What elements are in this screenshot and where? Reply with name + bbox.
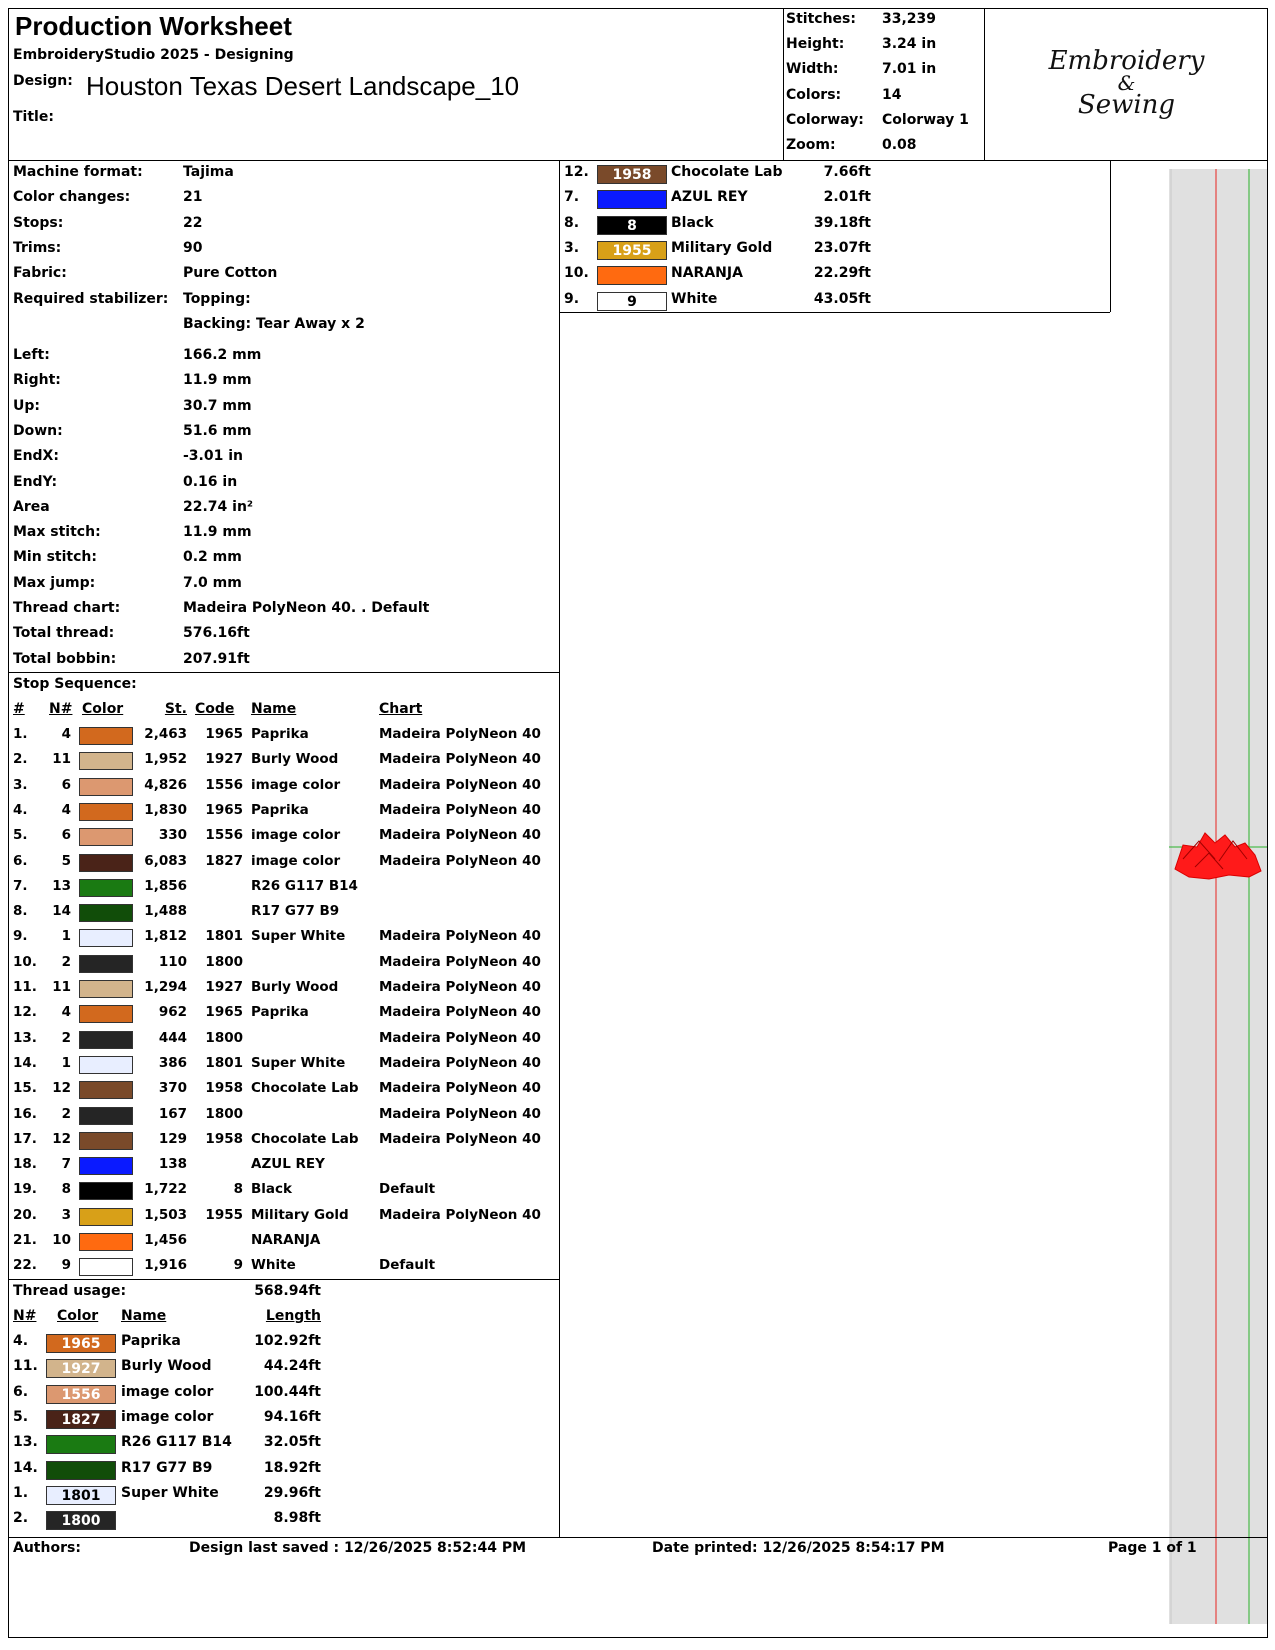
stop-code: 9 — [233, 1257, 243, 1274]
extent-value: 30.7 mm — [183, 397, 252, 414]
usage-name: R26 G117 B14 — [121, 1434, 232, 1451]
stop-color-swatch — [79, 1031, 133, 1049]
stop-number: 4. — [13, 801, 28, 818]
stop-chart: Madeira PolyNeon 40 — [379, 928, 541, 945]
extent-label: Total thread: — [13, 625, 115, 642]
usage-name: Military Gold — [671, 239, 773, 256]
extent-value: 7.0 mm — [183, 574, 242, 591]
stop-name: Chocolate Lab — [251, 1130, 359, 1147]
usage-name: NARANJA — [671, 265, 743, 282]
design-preview — [1169, 169, 1267, 1624]
stop-needle: 2 — [61, 1029, 71, 1046]
stop-stitches: 6,083 — [144, 852, 187, 869]
extent-label: Left: — [13, 347, 50, 363]
usage-length: 22.29ft — [813, 265, 871, 282]
usage-header-color: Color — [57, 1308, 99, 1324]
usage-name: Black — [671, 214, 714, 231]
stop-stitches: 1,488 — [144, 903, 187, 920]
stop-needle: 11 — [52, 979, 71, 995]
usage-length: 18.92ft — [263, 1459, 321, 1476]
extent-label: Up: — [13, 397, 40, 414]
title-label: Title: — [13, 109, 54, 125]
stop-sequence-title: Stop Sequence: — [13, 676, 137, 692]
extent-value: 51.6 mm — [183, 422, 252, 439]
stop-chart: Madeira PolyNeon 40 — [379, 801, 541, 818]
extent-value: 166.2 mm — [183, 347, 262, 363]
stop-number: 11. — [13, 979, 37, 995]
stop-needle: 11 — [52, 751, 71, 768]
stop-stitches: 1,952 — [144, 751, 187, 768]
usage-needle: 3. — [564, 239, 580, 256]
stop-name: NARANJA — [251, 1232, 321, 1248]
stop-chart: Madeira PolyNeon 40 — [379, 776, 541, 793]
extent-value: 11.9 mm — [183, 372, 252, 389]
spec-value: Tajima — [183, 164, 234, 180]
stop-name: image color — [251, 776, 341, 793]
stop-chart: Madeira PolyNeon 40 — [379, 1206, 541, 1223]
stop-code: 1965 — [205, 1004, 243, 1021]
stop-needle: 8 — [61, 1181, 71, 1198]
stop-number: 1. — [13, 726, 28, 742]
footer-page-number: Page 1 of 1 — [1108, 1540, 1197, 1556]
stop-chart: Madeira PolyNeon 40 — [379, 1029, 541, 1046]
stop-color-swatch — [79, 1208, 133, 1226]
stop-needle: 7 — [61, 1156, 71, 1173]
stop-stitches: 138 — [158, 1156, 187, 1173]
usage-needle: 2. — [13, 1510, 29, 1527]
stop-number: 6. — [13, 852, 28, 869]
stop-needle: 1 — [61, 928, 71, 945]
stop-stitches: 4,826 — [144, 776, 187, 793]
stop-needle: 4 — [61, 726, 71, 742]
usage-name: image color — [121, 1383, 214, 1400]
stop-number: 19. — [13, 1181, 37, 1198]
spec-value: 21 — [183, 189, 203, 206]
usage-length: 23.07ft — [813, 239, 871, 256]
usage-needle: 12. — [564, 164, 589, 180]
usage-needle: 9. — [564, 290, 580, 307]
spec-label: Fabric: — [13, 265, 67, 282]
stop-number: 20. — [13, 1206, 37, 1223]
stop-number: 18. — [13, 1156, 37, 1173]
usage-color-swatch: 1927 — [46, 1359, 116, 1378]
stop-stitches: 1,722 — [144, 1181, 187, 1198]
stop-needle: 2 — [61, 1105, 71, 1122]
stop-needle: 12 — [52, 1130, 71, 1147]
stop-chart: Madeira PolyNeon 40 — [379, 1105, 541, 1122]
usage-length: 7.66ft — [823, 164, 871, 180]
extent-label: Area — [13, 498, 50, 515]
footer-date-printed: Date printed: 12/26/2025 8:54:17 PM — [652, 1540, 945, 1556]
usage-color-swatch: 9 — [597, 292, 667, 311]
usage-needle: 13. — [13, 1434, 38, 1451]
usage-length: 102.92ft — [254, 1333, 321, 1349]
stop-color-swatch — [79, 1056, 133, 1074]
extent-label: Total bobbin: — [13, 650, 117, 667]
stop-stitches: 1,503 — [144, 1206, 187, 1223]
stop-color-swatch — [79, 879, 133, 897]
stop-stitches: 1,830 — [144, 801, 187, 818]
usage-name: AZUL REY — [671, 189, 748, 206]
usage-color-swatch: 1556 — [46, 1385, 116, 1404]
col-header-name: Name — [251, 701, 297, 717]
usage-name: Burly Wood — [121, 1358, 212, 1375]
spec-value: 22 — [183, 214, 203, 231]
extent-value: 576.16ft — [183, 625, 250, 642]
usage-length: 100.44ft — [254, 1383, 321, 1400]
stop-stitches: 962 — [158, 1004, 187, 1021]
stop-color-swatch — [79, 1107, 133, 1125]
preview-svg — [1169, 169, 1267, 1624]
summary-label: Colors: — [786, 86, 842, 103]
extent-label: EndX: — [13, 448, 59, 465]
stop-chart: Madeira PolyNeon 40 — [379, 852, 541, 869]
stop-name: Super White — [251, 928, 346, 945]
footer-last-saved: Design last saved : 12/26/2025 8:52:44 PM — [189, 1540, 527, 1556]
summary-value: 33,239 — [882, 11, 937, 27]
usage-needle: 14. — [13, 1459, 38, 1476]
stop-number: 2. — [13, 751, 28, 768]
stop-stitches: 1,916 — [144, 1257, 187, 1274]
stop-name: image color — [251, 852, 341, 869]
stop-name: R26 G117 B14 — [251, 877, 358, 894]
stop-chart: Madeira PolyNeon 40 — [379, 953, 541, 970]
usage-length: 44.24ft — [263, 1358, 321, 1375]
summary-value: Colorway 1 — [882, 111, 969, 128]
stop-name: Paprika — [251, 801, 309, 818]
stop-needle: 13 — [52, 877, 71, 894]
summary-label: Width: — [786, 61, 839, 78]
stop-stitches: 1,456 — [144, 1232, 187, 1248]
spec-value: Pure Cotton — [183, 265, 278, 282]
stop-needle: 9 — [61, 1257, 71, 1274]
stop-number: 8. — [13, 903, 28, 920]
stop-color-swatch — [79, 1182, 133, 1200]
usage-length: 94.16ft — [263, 1408, 321, 1425]
usage-color-swatch — [46, 1435, 116, 1454]
stop-name: Super White — [251, 1054, 346, 1071]
stop-code: 1958 — [205, 1130, 243, 1147]
stop-color-swatch — [79, 1233, 133, 1251]
usage-needle: 4. — [13, 1333, 29, 1349]
stop-code: 1556 — [205, 827, 243, 844]
spec-value: Backing: Tear Away x 2 — [183, 315, 365, 332]
usage-name: Paprika — [121, 1333, 181, 1349]
extent-value: 207.91ft — [183, 650, 250, 667]
usage-name: image color — [121, 1408, 214, 1425]
extent-value: 11.9 mm — [183, 524, 252, 541]
stop-stitches: 1,812 — [144, 928, 187, 945]
stop-name: Burly Wood — [251, 979, 339, 995]
usage-name: Chocolate Lab — [671, 164, 783, 180]
usage-color-swatch: 8 — [597, 216, 667, 235]
extent-label: Right: — [13, 372, 61, 389]
stop-stitches: 444 — [158, 1029, 187, 1046]
stop-color-swatch — [79, 828, 133, 846]
stop-name: Burly Wood — [251, 751, 339, 768]
stop-name: Chocolate Lab — [251, 1080, 359, 1097]
stop-needle: 6 — [61, 776, 71, 793]
thread-usage-title: Thread usage: — [13, 1283, 127, 1299]
stop-stitches: 1,294 — [144, 979, 187, 995]
design-name: Houston Texas Desert Landscape_10 — [86, 71, 520, 101]
extent-label: EndY: — [13, 473, 58, 490]
usage-color-swatch: 1965 — [46, 1334, 116, 1353]
stop-code: 1800 — [205, 1029, 243, 1046]
stop-chart: Madeira PolyNeon 40 — [379, 1004, 541, 1021]
usage-length: 2.01ft — [823, 189, 871, 206]
usage-length: 8.98ft — [273, 1510, 321, 1527]
summary-value: 0.08 — [882, 137, 917, 153]
usage-color-swatch: 1955 — [597, 241, 667, 260]
extent-value: -3.01 in — [183, 448, 243, 465]
stop-color-swatch — [79, 929, 133, 947]
extent-label: Thread chart: — [13, 600, 121, 616]
summary-value: 14 — [882, 86, 902, 103]
stop-number: 15. — [13, 1080, 37, 1097]
stop-name: Paprika — [251, 1004, 309, 1021]
stop-code: 1958 — [205, 1080, 243, 1097]
spec-value: 90 — [183, 239, 203, 256]
stop-number: 7. — [13, 877, 28, 894]
stop-stitches: 1,856 — [144, 877, 187, 894]
usage-header-needle: N# — [13, 1308, 37, 1324]
logo: Embroidery & Sewing — [1048, 46, 1205, 120]
footer-authors: Authors: — [13, 1540, 81, 1556]
preview-background — [1169, 169, 1267, 1624]
usage-length: 43.05ft — [813, 290, 871, 307]
spec-value: Topping: — [183, 290, 251, 307]
summary-label: Colorway: — [786, 111, 864, 128]
usage-needle: 5. — [13, 1408, 29, 1425]
stop-number: 5. — [13, 827, 28, 844]
extent-label: Min stitch: — [13, 549, 97, 566]
spec-label: Trims: — [13, 239, 62, 256]
stop-color-swatch — [79, 752, 133, 770]
usage-color-swatch — [597, 266, 667, 285]
stop-name: AZUL REY — [251, 1156, 325, 1173]
spec-label: Machine format: — [13, 164, 143, 180]
stop-code: 1965 — [205, 801, 243, 818]
stop-name: Military Gold — [251, 1206, 349, 1223]
spec-label: Required stabilizer: — [13, 290, 169, 307]
page-title: Production Worksheet — [15, 11, 292, 41]
summary-label: Height: — [786, 36, 845, 53]
stop-number: 16. — [13, 1105, 37, 1122]
usage-color-swatch: 1801 — [46, 1486, 116, 1505]
stop-chart: Madeira PolyNeon 40 — [379, 1080, 541, 1097]
extent-value: 0.2 mm — [183, 549, 242, 566]
stop-name: R17 G77 B9 — [251, 903, 340, 920]
usage-length: 39.18ft — [813, 214, 871, 231]
stop-needle: 10 — [52, 1232, 71, 1248]
usage-color-swatch — [46, 1461, 116, 1480]
stop-chart: Default — [379, 1181, 436, 1198]
spec-label: Stops: — [13, 214, 64, 231]
col-header-stitches: St. — [164, 701, 187, 717]
software-subtitle: EmbroideryStudio 2025 - Designing — [13, 47, 294, 63]
stop-color-swatch — [79, 727, 133, 745]
stop-code: 1955 — [205, 1206, 243, 1223]
usage-name: White — [671, 290, 718, 307]
stop-chart: Madeira PolyNeon 40 — [379, 1130, 541, 1147]
stop-number: 13. — [13, 1029, 37, 1046]
stop-stitches: 386 — [158, 1054, 187, 1071]
summary-value: 7.01 in — [882, 61, 937, 78]
stop-stitches: 110 — [158, 953, 187, 970]
extent-label: Max jump: — [13, 574, 96, 591]
col-header-color: Color — [82, 701, 124, 717]
spec-label: Color changes: — [13, 189, 131, 206]
usage-needle: 10. — [564, 265, 589, 282]
stop-number: 9. — [13, 928, 28, 945]
stop-needle: 6 — [61, 827, 71, 844]
summary-value: 3.24 in — [882, 36, 937, 53]
stop-color-swatch — [79, 1005, 133, 1023]
stop-code: 1801 — [205, 928, 243, 945]
stop-number: 21. — [13, 1232, 37, 1248]
stop-color-swatch — [79, 854, 133, 872]
usage-name: Super White — [121, 1484, 219, 1501]
stop-chart: Default — [379, 1257, 436, 1274]
stop-chart: Madeira PolyNeon 40 — [379, 1054, 541, 1071]
usage-color-swatch: 1800 — [46, 1511, 116, 1530]
stop-needle: 5 — [61, 852, 71, 869]
stop-name: Black — [251, 1181, 293, 1198]
stop-needle: 4 — [61, 1004, 71, 1021]
stop-stitches: 129 — [158, 1130, 187, 1147]
stop-code: 1827 — [205, 852, 243, 869]
stop-color-swatch — [79, 803, 133, 821]
stop-color-swatch — [79, 778, 133, 796]
usage-color-swatch: 1958 — [597, 165, 667, 184]
usage-needle: 6. — [13, 1383, 29, 1400]
usage-color-swatch: 1827 — [46, 1410, 116, 1429]
col-header-needle: N# — [49, 701, 73, 717]
stop-color-swatch — [79, 980, 133, 998]
usage-header-length: Length — [265, 1308, 321, 1324]
stop-chart: Madeira PolyNeon 40 — [379, 827, 541, 844]
stop-number: 10. — [13, 953, 37, 970]
stop-name: Paprika — [251, 726, 309, 742]
usage-name: R17 G77 B9 — [121, 1459, 213, 1476]
stop-name: White — [251, 1257, 296, 1274]
stop-code: 1927 — [205, 751, 243, 768]
stop-needle: 3 — [61, 1206, 71, 1223]
stop-stitches: 167 — [158, 1105, 187, 1122]
production-worksheet — [8, 8, 1268, 1638]
stop-name: image color — [251, 827, 341, 844]
usage-needle: 8. — [564, 214, 580, 231]
extent-label: Down: — [13, 422, 63, 439]
stop-color-swatch — [79, 955, 133, 973]
usage-needle: 11. — [13, 1358, 38, 1375]
col-header-num: # — [13, 701, 25, 717]
usage-needle: 1. — [13, 1484, 29, 1501]
stop-code: 1800 — [205, 1105, 243, 1122]
stop-needle: 1 — [61, 1054, 71, 1071]
stop-color-swatch — [79, 1157, 133, 1175]
summary-label: Zoom: — [786, 137, 836, 153]
usage-color-swatch — [597, 190, 667, 209]
stop-color-swatch — [79, 1258, 133, 1276]
stop-code: 1800 — [205, 953, 243, 970]
stop-number: 14. — [13, 1054, 37, 1071]
stop-number: 17. — [13, 1130, 37, 1147]
stop-color-swatch — [79, 1132, 133, 1150]
stop-chart: Madeira PolyNeon 40 — [379, 979, 541, 995]
stop-code: 1801 — [205, 1054, 243, 1071]
stop-color-swatch — [79, 904, 133, 922]
stop-code: 1927 — [205, 979, 243, 995]
stop-chart: Madeira PolyNeon 40 — [379, 751, 541, 768]
stop-stitches: 330 — [158, 827, 187, 844]
stop-code: 8 — [233, 1181, 243, 1198]
extent-value: 0.16 in — [183, 473, 238, 490]
usage-length: 32.05ft — [263, 1434, 321, 1451]
stop-code: 1556 — [205, 776, 243, 793]
stop-color-swatch — [79, 1081, 133, 1099]
usage-needle: 7. — [564, 189, 580, 206]
usage-length: 29.96ft — [263, 1484, 321, 1501]
extent-value: 22.74 in² — [183, 498, 254, 515]
col-header-code: Code — [195, 701, 235, 717]
stop-needle: 14 — [52, 903, 71, 920]
usage-header-name: Name — [121, 1308, 167, 1324]
stop-stitches: 2,463 — [144, 726, 187, 742]
stop-needle: 12 — [52, 1080, 71, 1097]
extent-value: Madeira PolyNeon 40. . Default — [183, 600, 430, 616]
summary-label: Stitches: — [786, 11, 856, 27]
col-header-chart: Chart — [379, 701, 423, 717]
extent-label: Max stitch: — [13, 524, 101, 541]
stop-needle: 2 — [61, 953, 71, 970]
stop-code: 1965 — [205, 726, 243, 742]
stop-number: 12. — [13, 1004, 37, 1021]
stop-stitches: 370 — [158, 1080, 187, 1097]
thread-usage-total: 568.94ft — [254, 1283, 321, 1299]
stop-number: 22. — [13, 1257, 37, 1274]
stop-needle: 4 — [61, 801, 71, 818]
stop-chart: Madeira PolyNeon 40 — [379, 726, 541, 742]
stop-number: 3. — [13, 776, 28, 793]
design-label: Design: — [13, 73, 73, 89]
